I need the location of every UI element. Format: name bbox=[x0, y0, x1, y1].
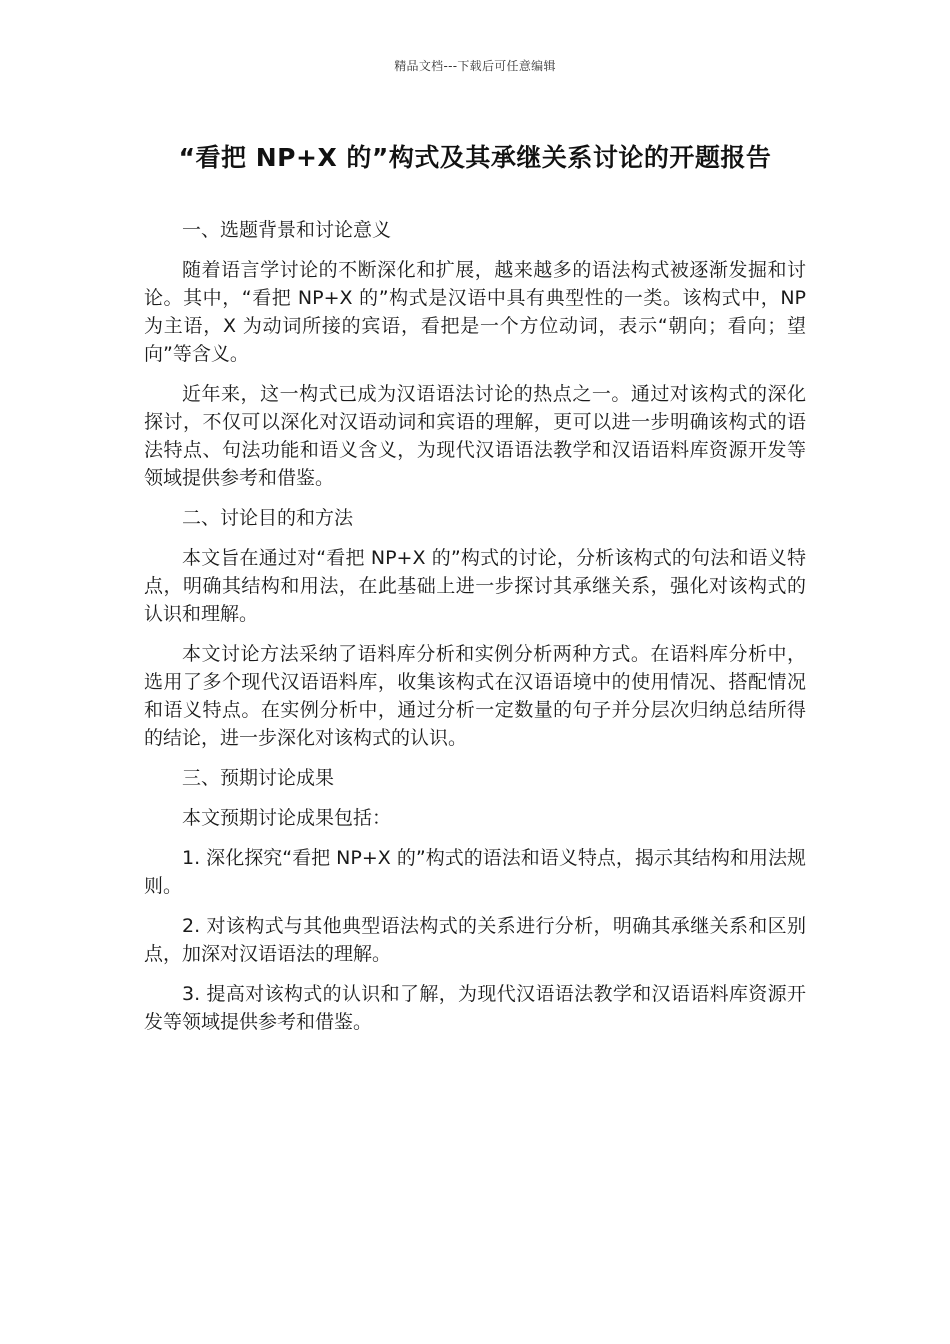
page-header: 精品文档---下载后可任意编辑 bbox=[394, 59, 556, 73]
section-heading-outcomes: 三、预期讨论成果 bbox=[182, 767, 335, 789]
paragraph-purpose-2: 本文讨论方法采纳了语料库分析和实例分析两种方式。在语料库分析中，选用了多个现代汉语语料库，收集该构式在汉语语境中的使用情况、搭配情况和语义特点。在实例分析中，通过分析一定数量的句子并分层次归纳总结所得的结论，进一步深化对该构式的认识。 bbox=[144, 643, 806, 749]
list-item-outcome-2: 2. 对该构式与其他典型语法构式的关系进行分析，明确其承继关系和区别点，加深对汉语语法的理解。 bbox=[144, 915, 806, 965]
paragraph-background-2: 近年来，这一构式已成为汉语语法讨论的热点之一。通过对该构式的深化探讨，不仅可以深化对汉语动词和宾语的理解，更可以进一步明确该构式的语法特点、句法功能和语义含义，为现代汉语语法教学和汉语语料库资源开发等领域提供参考和借鉴。 bbox=[144, 383, 806, 489]
paragraph-background-1: 随着语言学讨论的不断深化和扩展，越来越多的语法构式被逐渐发掘和讨论。其中，“看把 NP+X 的”构式是汉语中具有典型性的一类。该构式中，NP 为主语，X 为动词所接的宾语，看把是一个方位动词，表示“朝向；看向；望向”等含义。 bbox=[144, 259, 806, 365]
document-title: “看把 NP+X 的”构式及其承继关系讨论的开题报告 bbox=[178, 143, 772, 172]
paragraph-purpose-1: 本文旨在通过对“看把 NP+X 的”构式的讨论，分析该构式的句法和语义特点，明确其结构和用法，在此基础上进一步探讨其承继关系，强化对该构式的认识和理解。 bbox=[144, 547, 806, 625]
section-heading-background: 一、选题背景和讨论意义 bbox=[182, 219, 392, 241]
list-item-outcome-1: 1. 深化探究“看把 NP+X 的”构式的语法和语义特点，揭示其结构和用法规则。 bbox=[144, 847, 806, 897]
list-item-outcome-3: 3. 提高对该构式的认识和了解，为现代汉语语法教学和汉语语料库资源开发等领域提供参考和借鉴。 bbox=[144, 983, 806, 1033]
paragraph-outcomes-intro: 本文预期讨论成果包括： bbox=[182, 807, 392, 829]
document-body bbox=[144, 216, 806, 1048]
section-heading-purpose: 二、讨论目的和方法 bbox=[182, 507, 354, 529]
